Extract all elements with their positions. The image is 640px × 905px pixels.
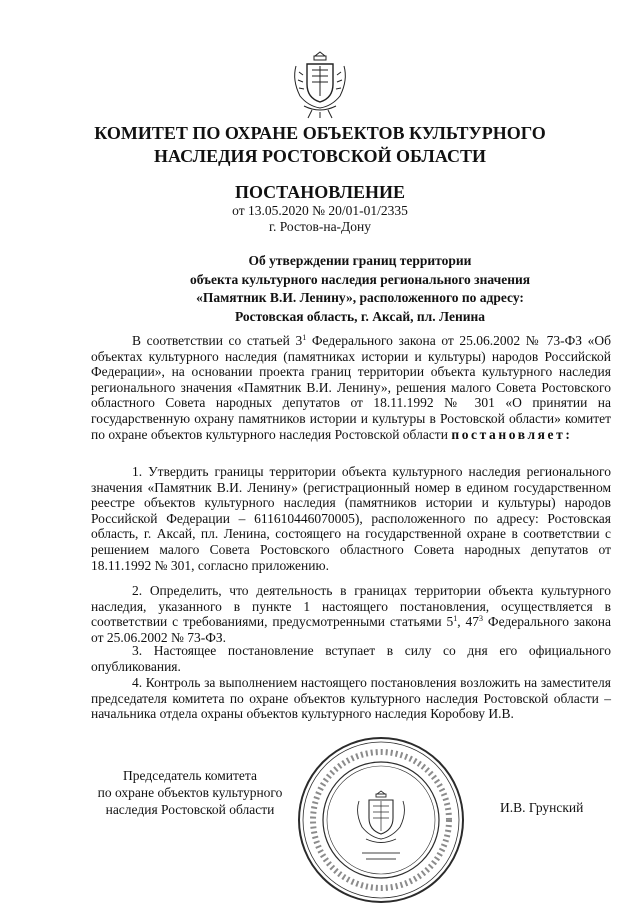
item-1-paragraph: 1. Утвердить границы территории объекта культурного наследия регионального значения «Памятник В.И. Ленину» (регистрационный номер в едином государственном реестре объектов культурного наследия (памятников истории и культуры) народов Российской Федерации – 611610446070005), расположенного по адресу: Ростовская область, г. Аксай, пл. Ленина, состоящего на государственной охране в соответствии с решением малого Совета Ростовского областного Совета народных депутатов от 18.11.1992 № 301, согласно приложению. bbox=[91, 464, 611, 573]
signatory-position-line3: наследия Ростовской области bbox=[105, 802, 275, 817]
item-2-paragraph bbox=[91, 583, 611, 645]
signatory-position bbox=[80, 767, 300, 818]
item-3-paragraph: 3. Настоящее постановление вступает в силу со дня его официального опубликования. bbox=[91, 643, 611, 674]
preamble-superscript: 1 bbox=[302, 333, 307, 342]
subject-line1: Об утверждении границ территории bbox=[248, 253, 472, 268]
document-type: ПОСТАНОВЛЕНИЕ bbox=[234, 182, 406, 202]
preamble-text-part2: Федерального закона от 25.06.2002 № 73-ФЗ «Об объектах культурного наследия (памятниках истории и культуры) народов Российской Федерации», на основании проекта границ территории объекта культурного наследия регионального значения «Памятник В.И. Ленину», решения малого Совета Ростовского областного Совета народных депутатов от 18.11.1992 № 301 «О принятии на государственную охрану памятников истории и культуры в Ростовской области» комитет по охране объектов культурного наследия Ростовской области bbox=[91, 333, 611, 442]
subject-line2: объекта культурного наследия регионального значения bbox=[189, 271, 531, 287]
document-city: г. Ростов-на-Дону bbox=[268, 219, 371, 234]
preamble-paragraph bbox=[91, 333, 611, 442]
signatory-position-line2: по охране объектов культурного bbox=[97, 785, 283, 800]
document-date-number: от 13.05.2020 № 20/01-01/2335 bbox=[232, 203, 408, 218]
subject-line4: Ростовская область, г. Аксай, пл. Ленина bbox=[234, 308, 486, 324]
preamble-resolves: постановляет: bbox=[451, 426, 573, 442]
org-name bbox=[0, 122, 640, 168]
document-subject bbox=[140, 252, 580, 326]
org-name-line1: КОМИТЕТ ПО ОХРАНЕ ОБЪЕКТОВ КУЛЬТУРНОГО bbox=[94, 123, 546, 143]
official-seal-icon bbox=[296, 735, 466, 905]
signatory-name: И.В. Грунский bbox=[500, 800, 584, 815]
coat-of-arms-icon bbox=[290, 50, 350, 120]
item-2-text-part1: 2. Определить, что деятельность в границах территории объекта культурного наследия, указанного в пункте 1 настоящего постановления, осуществляется в соответствии с требованиями, предусмотренными статьями 5 bbox=[91, 583, 611, 630]
subject-line3: «Памятник В.И. Ленину», расположенного по адресу: bbox=[196, 290, 524, 305]
item-4-paragraph: 4. Контроль за выполнением настоящего постановления возложить на заместителя председателя комитета по охране объектов культурного наследия Ростовской области – начальника отдела охраны объектов культурного наследия Коробову И.В. bbox=[91, 675, 611, 722]
signatory-position-line1: Председатель комитета bbox=[123, 768, 257, 783]
preamble-text-part1: В соответствии со статьей 3 bbox=[132, 333, 303, 348]
org-name-line2: НАСЛЕДИЯ РОСТОВСКОЙ ОБЛАСТИ bbox=[154, 146, 486, 166]
item-2-text-part3: Федерального закона от 25.06.2002 № 73-ФЗ. bbox=[91, 614, 612, 645]
item-2-superscript-1: 1 bbox=[453, 614, 458, 624]
item-2-superscript-2: 3 bbox=[479, 614, 484, 624]
item-2-text-part2: , 47 bbox=[457, 614, 480, 630]
